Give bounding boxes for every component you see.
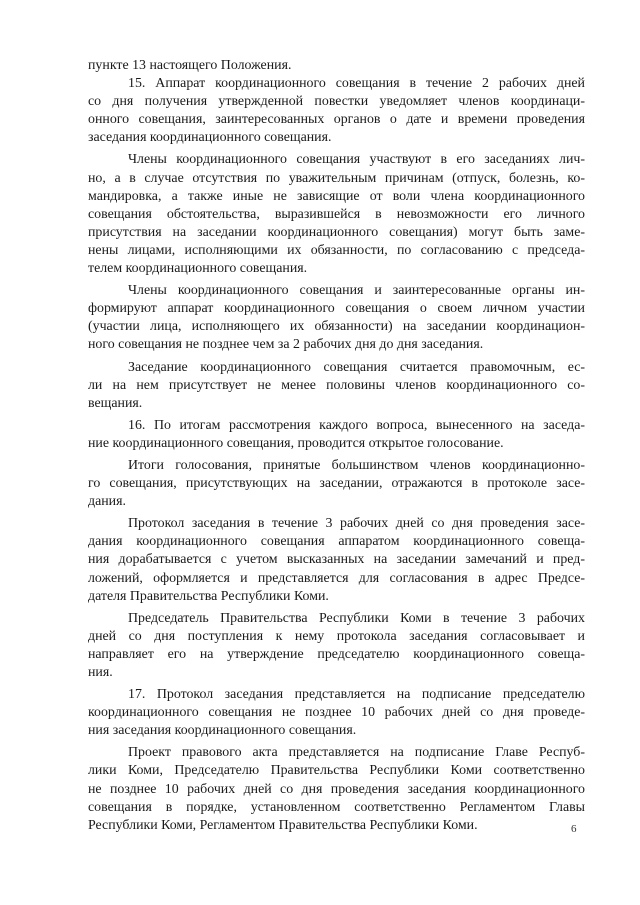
text-line: ния заседания координационного совещания. bbox=[88, 723, 357, 739]
text-line: заседания координационного совещания. bbox=[88, 130, 332, 146]
text-line: вещания. bbox=[88, 395, 143, 411]
text-line: ли на нем присутствует не менее половины членов координационного со- bbox=[88, 377, 585, 393]
text-line: телем координационного совещания. bbox=[88, 261, 308, 277]
text-line: со дня получения утвержденной повестки уведомляет членов координаци- bbox=[88, 94, 585, 110]
text-line: совещания в порядке, установленном соответственно Регламентом Главы bbox=[88, 799, 585, 815]
text-line: Члены координационного совещания участвуют в его заседаниях лич- bbox=[128, 152, 585, 168]
text-line: дания координационного совещания аппаратом координационного совеща- bbox=[88, 534, 585, 550]
text-line: пункте 13 настоящего Положения. bbox=[88, 58, 292, 73]
text-line: ного совещания не позднее чем за 2 рабочих дня до дня заседания. bbox=[88, 337, 484, 353]
text-line: мандировка, а также иные не зависящие от воли члена координационного bbox=[88, 188, 585, 204]
text-line: 17. Протокол заседания представляется на подписание председателю bbox=[128, 687, 585, 703]
text-line: координационного совещания не позднее 10 рабочих дней со дня проведе- bbox=[88, 705, 585, 721]
text-line: Члены координационного совещания и заинтересованные органы ин- bbox=[128, 283, 585, 299]
text-line: Проект правового акта представляется на подписание Главе Респуб- bbox=[128, 745, 585, 761]
text-line: ния дорабатывается с учетом высказанных на заседании замечаний и пред- bbox=[88, 552, 585, 568]
text-line: лики Коми, Председателю Правительства Республики Коми соответственно bbox=[88, 763, 585, 779]
text-line: ния. bbox=[88, 665, 113, 680]
document-body bbox=[88, 57, 585, 835]
text-line: го совещания, присутствующих на заседании, отражаются в протоколе засе- bbox=[88, 476, 585, 492]
text-line: ние координационного совещания, проводится открытое голосование. bbox=[88, 435, 504, 451]
text-line: не позднее 10 рабочих дней со дня проведения заседания координационного bbox=[88, 781, 585, 797]
text-line: но, а в случае отсутствия по уважительным причинам (отпуск, болезнь, ко- bbox=[88, 170, 585, 186]
text-line: Протокол заседания в течение 3 рабочих дней со дня проведения засе- bbox=[128, 516, 585, 532]
text-line: совещания обстоятельства, выразившейся в невозможности его личного bbox=[88, 206, 585, 222]
text-line: формируют аппарат координационного совещания о своем личном участии bbox=[88, 301, 585, 317]
text-line: направляет его на утверждение председателю координационного совеща- bbox=[88, 646, 585, 662]
text-line: Республики Коми, Регламентом Правительства Республики Коми. bbox=[88, 817, 478, 833]
text-line: дателя Правительства Республики Коми. bbox=[88, 588, 329, 604]
text-line: Заседание координационного совещания считается правомочным, ес- bbox=[128, 359, 585, 375]
text-line: онного совещания, заинтересованных органов о дате и времени проведения bbox=[88, 112, 585, 128]
text-line: Итоги голосования, принятые большинством членов координационно- bbox=[128, 457, 585, 473]
text-line: 16. По итогам рассмотрения каждого вопроса, вынесенного на заседа- bbox=[128, 417, 585, 433]
text-line: присутствия на заседании координационного совещания) могут быть заме- bbox=[88, 224, 585, 240]
text-line: нены лицами, исполняющими их обязанности, по согласованию с председа- bbox=[88, 242, 585, 258]
text-line: 15. Аппарат координационного совещания в течение 2 рабочих дней bbox=[128, 76, 585, 92]
text-line: (участии лица, исполняющего их обязанности) на заседании координацион- bbox=[88, 319, 585, 335]
text-line: дней со дня поступления к нему протокола заседания согласовывает и bbox=[88, 628, 585, 644]
text-line: Председатель Правительства Республики Коми в течение 3 рабочих bbox=[128, 610, 585, 626]
page-number: 6 bbox=[571, 823, 577, 835]
text-line: дания. bbox=[88, 494, 126, 510]
text-line: ложений, оформляется и представляется для согласования в адрес Предсе- bbox=[88, 570, 585, 586]
